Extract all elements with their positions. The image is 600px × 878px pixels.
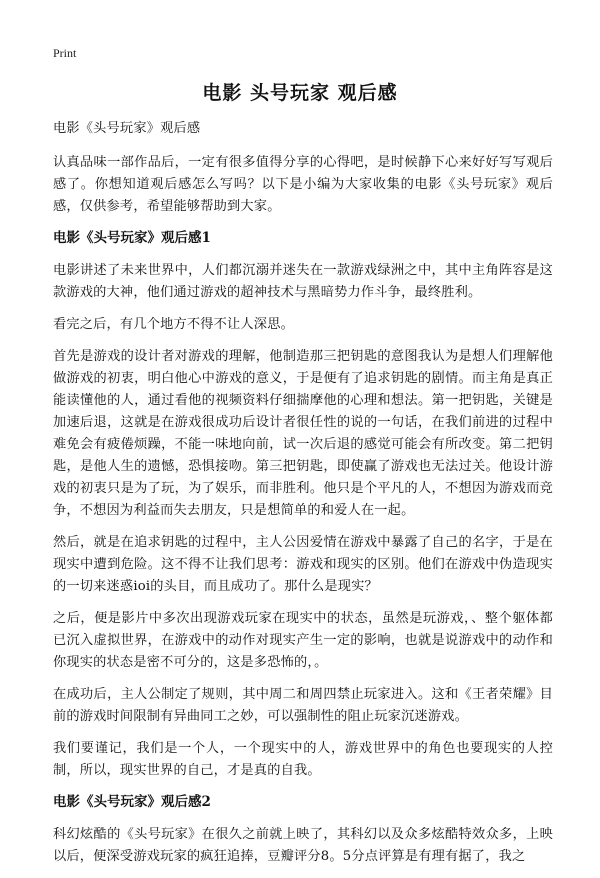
section-heading-2: 电影《头号玩家》观后感2 [53, 794, 211, 810]
section2-paragraph: 科幻炫酷的《头号玩家》在很久之前就上映了，其科幻以及众多炫酷特效众多，上映以后，便深受游戏玩家的疯狂追捧，豆瓣评分8。5分点评算是有理有据了，我之 [53, 827, 553, 864]
page-title: 电影 头号玩家 观后感 [202, 82, 398, 104]
section1-paragraph: 我们要谨记，我们是一个人，一个现实中的人，游戏世界中的角色也要现实的人控制，所以，现实世界的自己，才是真的自我。 [53, 741, 553, 778]
section-heading-1: 电影《头号玩家》观后感1 [53, 230, 211, 246]
section1-paragraph: 在成功后，主人公制定了规则，其中周二和周四禁止玩家进入。这和《王者荣耀》目前的游戏时间限制有异曲同工之妙，可以强制性的阻止玩家沉迷游戏。 [53, 687, 553, 724]
document-subtitle: 电影《头号玩家》观后感 [53, 121, 201, 136]
print-link[interactable]: Print [53, 46, 77, 60]
section1-paragraph: 之后，便是影片中多次出现游戏玩家在现实中的状态，虽然是玩游戏，、整个躯体都已沉入虚拟世界，在游戏中的动作对现实产生一定的影响，也就是说游戏中的动作和你现实的状态是密不可分的，这是多恐怖的，。 [53, 611, 553, 670]
document-body [53, 118, 553, 878]
section1-paragraph: 看完之后，有几个地方不得不让人深思。 [53, 317, 294, 332]
section1-paragraph: 电影讲述了未来世界中，人们都沉溺并迷失在一款游戏绿洲之中，其中主角阵容是这款游戏的大神，他们通过游戏的超神技术与黑暗势力作斗争，最终胜利。 [53, 263, 553, 300]
intro-paragraph: 认真品味一部作品后，一定有很多值得分享的心得吧，是时候静下心来好好写写观后感了。你想知道观后感怎么写吗？以下是小编为大家收集的电影《头号玩家》观后感，仅供参考，希望能够帮助到大家。 [53, 155, 553, 214]
section1-paragraph: 然后，就是在追求钥匙的过程中，主人公因爱情在游戏中暴露了自己的名字，于是在现实中遭到危险。这不得不让我们思考：游戏和现实的区别。他们在游戏中伪造现实的一切来迷惑ioi的头目，而且成功了。那什么是现实？ [53, 535, 553, 594]
section1-paragraph: 首先是游戏的设计者对游戏的理解，他制造那三把钥匙的意图我认为是想人们理解他做游戏的初衷，明白他心中游戏的意义，于是便有了追求钥匙的剧情。而主角是真正能读懂他的人，通过看他的视频资料仔细揣摩他的心理和想法。第一把钥匙，关键是加速后退，这就是在游戏很成功后设计者很任性的说的一句话，在我们前进的过程中难免会有疲倦烦躁，不能一味地向前，试一次后退的感觉可能会有所改变。第二把钥匙，是他人生的遗憾，恐惧接吻。第三把钥匙，即使赢了游戏也无法过关。他设计游戏的初衷只是为了玩，为了娱乐，而非胜利。他只是个平凡的人，不想因为游戏而竞争，不想因为利益而失去朋友，只是想简单的和爱人在一起。 [53, 349, 553, 518]
